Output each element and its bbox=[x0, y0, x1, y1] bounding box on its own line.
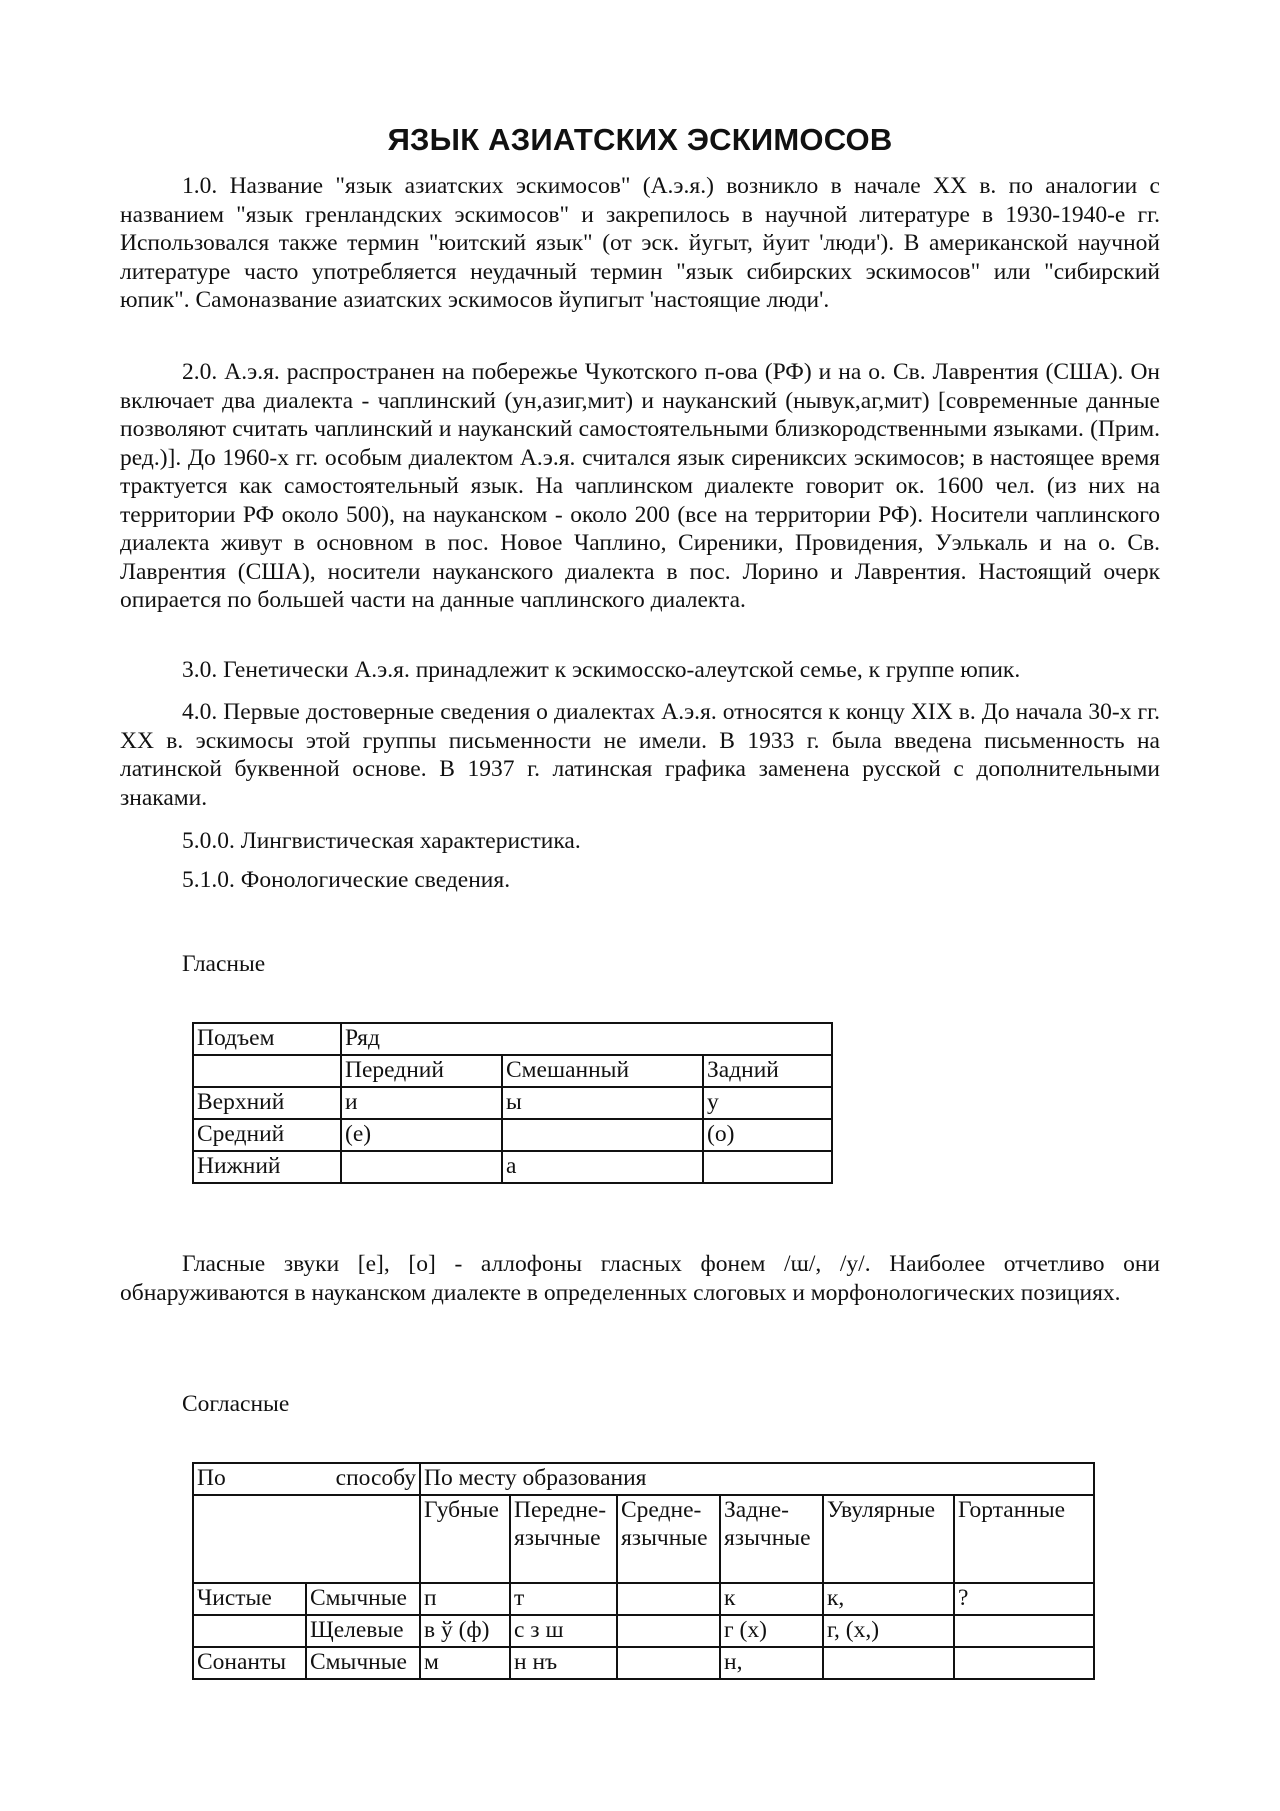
table-cell bbox=[954, 1647, 1094, 1679]
table-cell bbox=[502, 1119, 703, 1151]
row-type: Щелевые bbox=[306, 1615, 420, 1647]
table-cell: (о) bbox=[703, 1119, 832, 1151]
table-row bbox=[193, 1055, 832, 1087]
row-type: Смычные bbox=[306, 1647, 420, 1679]
table-cell: к, bbox=[823, 1583, 954, 1615]
table-cell bbox=[193, 1055, 341, 1087]
table-row bbox=[193, 1119, 832, 1151]
table-cell: с з ш bbox=[510, 1615, 617, 1647]
vowel-header-row: Ряд bbox=[341, 1023, 832, 1055]
table-cell: у bbox=[703, 1087, 832, 1119]
table-row bbox=[193, 1495, 1094, 1583]
row-type: Смычные bbox=[306, 1583, 420, 1615]
col-header-uvular: Увулярные bbox=[823, 1495, 954, 1583]
col-header-front: Передне-язычные bbox=[510, 1495, 617, 1583]
consonant-table bbox=[192, 1462, 1095, 1680]
row-label: Средний bbox=[193, 1119, 341, 1151]
cons-header-place: По месту образования bbox=[420, 1463, 1094, 1495]
table-cell: т bbox=[510, 1583, 617, 1615]
table-cell: н нъ bbox=[510, 1647, 617, 1679]
row-group: Сонанты bbox=[193, 1647, 306, 1679]
table-row bbox=[193, 1647, 1094, 1679]
paragraph-1-0: 1.0. Название "язык азиатских эскимосов" (А.э.я.) возникло в начале XX в. по аналогии с названием "язык гренландских эскимосов" и закрепилось в научной литературе в 1930-1940-е гг. Использовался также термин "юитский язык" (от эск. йугыт, йуит 'люди'). В американской научной литературе часто употребляется неудачный термин "язык сибирских эскимосов" или "сибирский юпик". Самоназвание азиатских эскимосов йупигыт 'настоящие люди'. bbox=[120, 173, 1160, 313]
col-header-glottal: Гортанные bbox=[954, 1495, 1094, 1583]
paragraph-5-1-0: 5.1.0. Фонологические сведения. bbox=[182, 867, 511, 893]
paragraph-2-0: 2.0. А.э.я. распространен на побережье Чукотского п-ова (РФ) и на о. Св. Лаврентия (США). Он включает два диалекта - чаплинский (ун,азиг,мит) и науканский (нывук,аг,мит) [современные данные позволяют считать чаплинский и науканский самостоятельными близкородственными языками. (Прим. ред.)]. До 1960-х гг. особым диалектом А.э.я. считался язык сирениксих эскимосов; в настоящее время трактуется как самостоятельный язык. На чаплинском диалекте говорит ок. 1600 чел. (из них на территории РФ около 500), на науканском - около 200 (все на территории РФ). Носители чаплинского диалекта живут в основном в пос. Новое Чаплино, Сиреники, Провидения, Уэлькаль и на о. Св. Лаврентия (США), носители науканского диалекта в пос. Лорино и Лаврентия. Настоящий очерк опирается по большей части на данные чаплинского диалекта. bbox=[120, 359, 1160, 613]
table-cell: м bbox=[420, 1647, 510, 1679]
paragraph-5-0-0: 5.0.0. Лингвистическая характеристика. bbox=[182, 828, 581, 854]
cons-header-manner-a: По bbox=[197, 1465, 226, 1491]
table-cell: в ў (ф) bbox=[420, 1615, 510, 1647]
table-cell: (е) bbox=[341, 1119, 502, 1151]
row-group bbox=[193, 1615, 306, 1647]
table-cell bbox=[617, 1583, 720, 1615]
table-row bbox=[193, 1023, 832, 1055]
cons-header-manner bbox=[193, 1463, 420, 1495]
table-cell: ы bbox=[502, 1087, 703, 1119]
vowel-table bbox=[192, 1022, 833, 1184]
table-cell: а bbox=[502, 1151, 703, 1183]
paragraph-vowel-notes: Гласные звуки [е], [о] - аллофоны гласных фонем /ɯ/, /у/. Наиболее отчетливо они обнаруживаются в науканском диалекте в определенных слоговых и морфонологических позициях. bbox=[120, 1251, 1160, 1306]
paragraph-4-0: 4.0. Первые достоверные сведения о диалектах А.э.я. относятся к концу XIX в. До начала 30-х гг. XX в. эскимосы этой группы письменности не имели. В 1933 г. была введена письменность на латинской буквенной основе. В 1937 г. латинская графика заменена русской с дополнительными знаками. bbox=[120, 699, 1160, 811]
paragraph-3-0: 3.0. Генетически А.э.я. принадлежит к эскимосско-алеутской семье, к группе юпик. bbox=[182, 657, 1021, 683]
table-row bbox=[193, 1087, 832, 1119]
table-cell: и bbox=[341, 1087, 502, 1119]
col-header-labial: Губные bbox=[420, 1495, 510, 1583]
vowel-header-rise: Подъем bbox=[193, 1023, 341, 1055]
table-cell bbox=[823, 1647, 954, 1679]
col-header-back: Задне-язычные bbox=[720, 1495, 823, 1583]
table-cell: г, (х,) bbox=[823, 1615, 954, 1647]
col-header-middle: Средне-язычные bbox=[617, 1495, 720, 1583]
row-group: Чистые bbox=[193, 1583, 306, 1615]
vowels-heading: Гласные bbox=[182, 951, 266, 977]
table-cell bbox=[193, 1495, 420, 1583]
document-title: ЯЗЫК АЗИАТСКИХ ЭСКИМОСОВ bbox=[387, 122, 893, 157]
table-cell bbox=[617, 1647, 720, 1679]
table-row bbox=[193, 1151, 832, 1183]
vowel-header-front: Передний bbox=[341, 1055, 502, 1087]
table-cell bbox=[954, 1615, 1094, 1647]
table-cell: к bbox=[720, 1583, 823, 1615]
cons-header-manner-b: способу bbox=[335, 1465, 416, 1491]
row-label: Нижний bbox=[193, 1151, 341, 1183]
table-row bbox=[193, 1463, 1094, 1495]
table-cell bbox=[341, 1151, 502, 1183]
table-cell bbox=[617, 1615, 720, 1647]
row-label: Верхний bbox=[193, 1087, 341, 1119]
vowel-header-mixed: Смешанный bbox=[502, 1055, 703, 1087]
vowel-header-back: Задний bbox=[703, 1055, 832, 1087]
table-cell: ? bbox=[954, 1583, 1094, 1615]
table-cell bbox=[703, 1151, 832, 1183]
table-cell: п bbox=[420, 1583, 510, 1615]
table-cell: н, bbox=[720, 1647, 823, 1679]
table-cell: г (х) bbox=[720, 1615, 823, 1647]
consonants-heading: Согласные bbox=[182, 1391, 290, 1417]
table-row bbox=[193, 1615, 1094, 1647]
table-row bbox=[193, 1583, 1094, 1615]
